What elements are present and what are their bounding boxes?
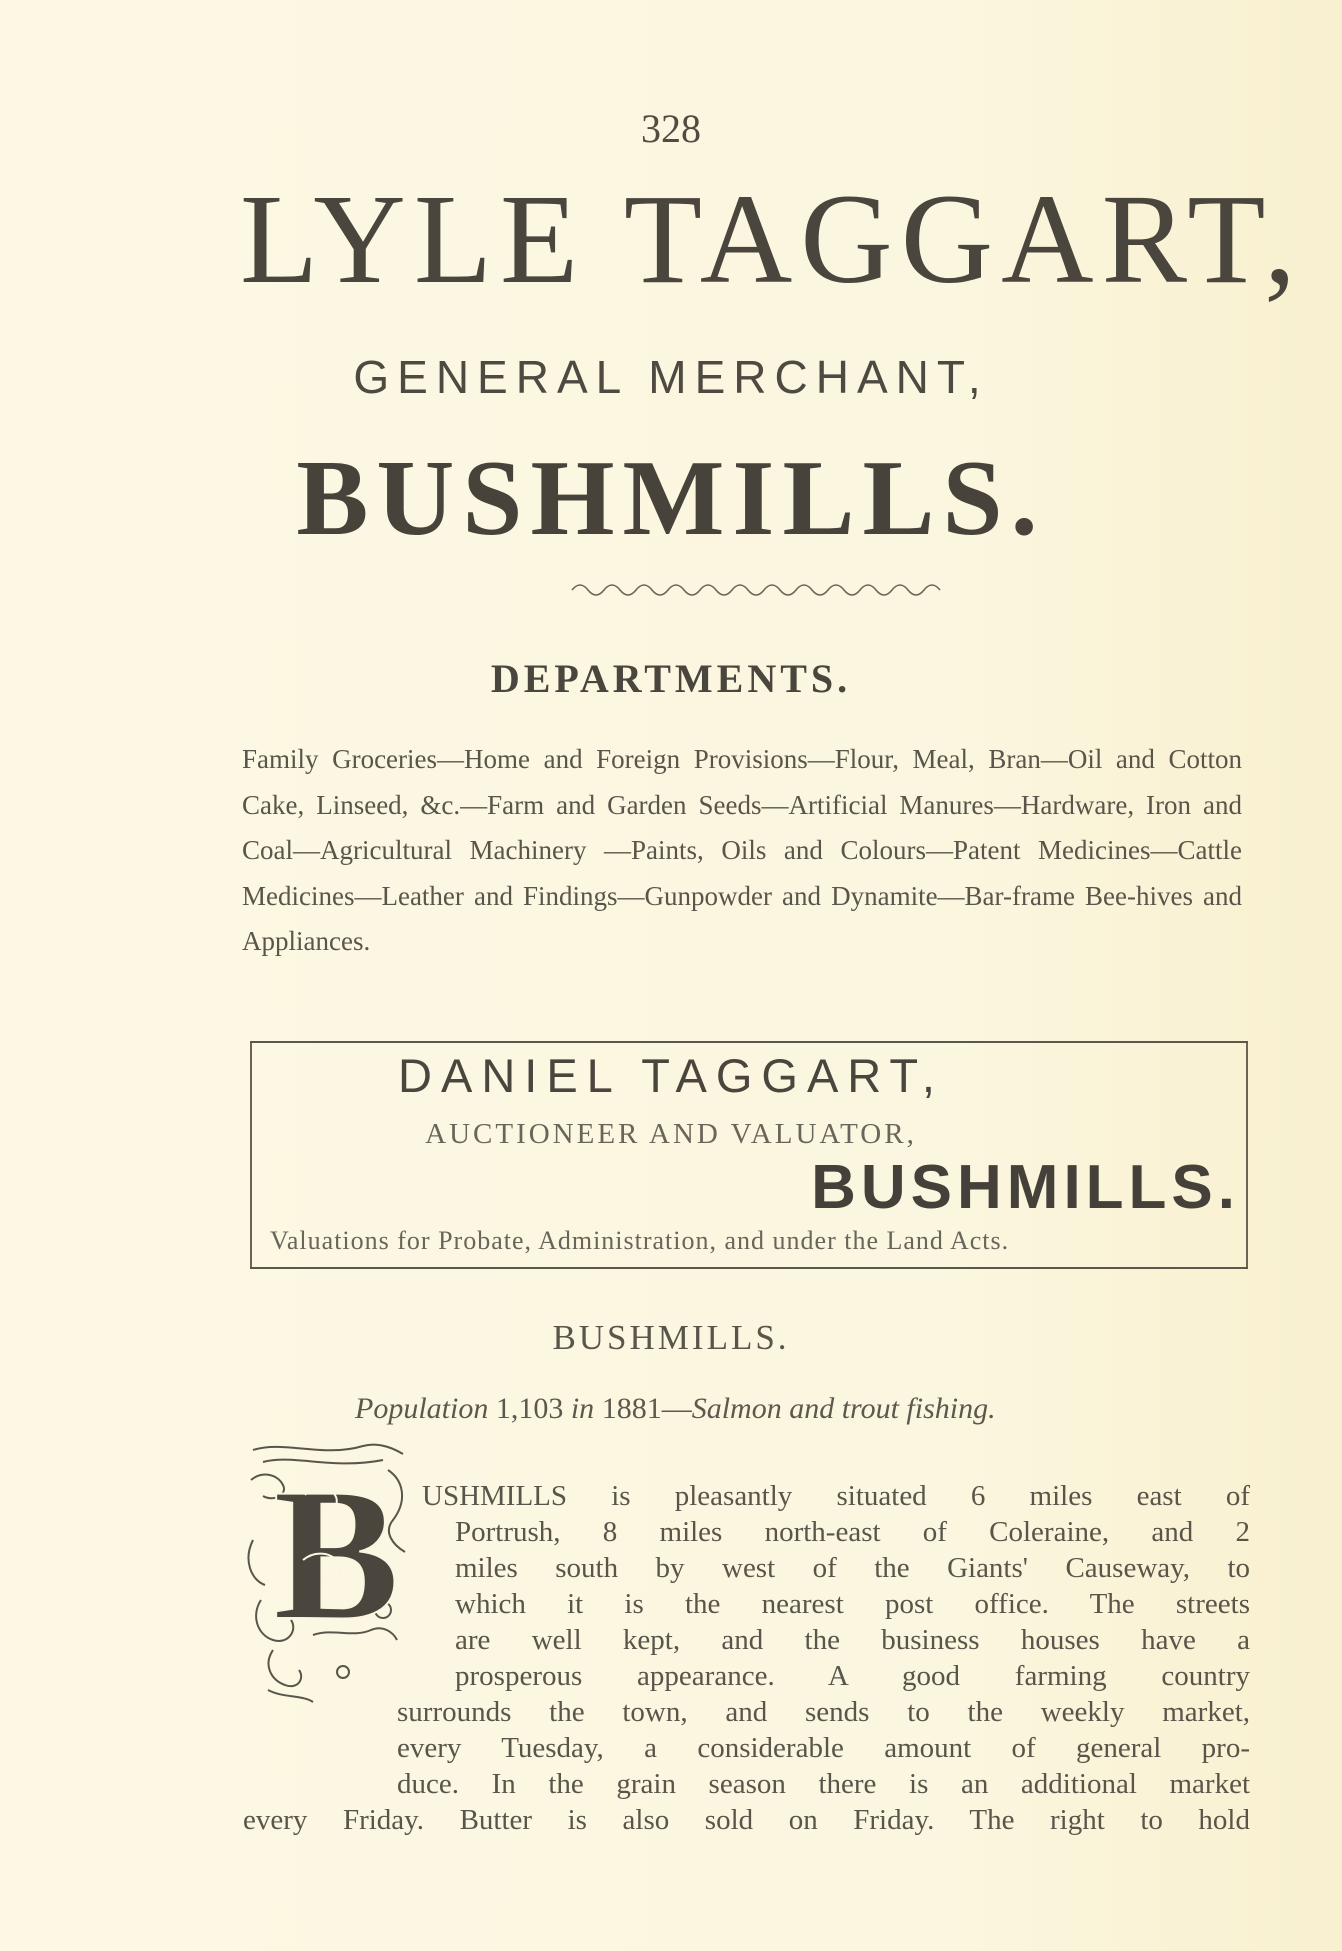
departments-heading: DEPARTMENTS. [490, 656, 852, 701]
body-line-1: USHMILLS is pleasantly situated 6 miles east of [422, 1480, 1250, 1512]
daniel-bushmills-town: BUSHMILLS. [811, 1153, 1240, 1222]
population-year: 1881 [601, 1392, 662, 1425]
body-line-9: duce. In the grain season there is an additional market [397, 1768, 1250, 1800]
body-line-2: Portrush, 8 miles north-east of Coleraine, and 2 [455, 1516, 1250, 1548]
wavy-ornament-divider [570, 578, 950, 598]
general-merchant-subtitle: GENERAL MERCHANT, [353, 351, 989, 403]
body-line-3: miles south by west of the Giants' Causeway, to [455, 1552, 1250, 1584]
body-line-4: which it is the nearest post office. The streets [455, 1588, 1250, 1620]
population-line [355, 1392, 996, 1426]
population-in: in [570, 1392, 595, 1425]
population-note: Salmon and trout fishing. [691, 1392, 996, 1425]
daniel-taggart-name: DANIEL TAGGART, [398, 1049, 944, 1102]
page-number: 328 [641, 106, 701, 151]
bushmills-title: BUSHMILLS. [296, 439, 1046, 558]
population-dash: — [661, 1392, 692, 1425]
population-value: 1,103 [495, 1392, 564, 1425]
lyle-taggart-title: LYLE TAGGART, [240, 168, 1304, 310]
body-line-8: every Tuesday, a considerable amount of general pro- [397, 1732, 1250, 1764]
dropcap-letter: B [273, 1450, 400, 1660]
population-label: Population [355, 1392, 489, 1425]
body-line-6: prosperous appearance. A good farming country [455, 1660, 1250, 1692]
valuations-line: Valuations for Probate, Administration, and under the Land Acts. [270, 1226, 1010, 1255]
ornamental-dropcap-b [243, 1440, 423, 1705]
departments-list-text: Family Groceries—Home and Foreign Provisions—Flour, Meal, Bran—Oil and Cotton Cake, Linseed, &c.—Farm and Garden Seeds—Artificial Manures—Hardware, Iron and Coal—Agricultural Machinery —Paints, Oils and Colours—Patent Medicines—Cattle Medicines—Leather and Findings—Gunpowder and Dynamite—Bar-frame Bee-hives and Appliances. [242, 744, 1242, 956]
body-line-5: are well kept, and the business houses have a [455, 1624, 1250, 1656]
bushmills-section-heading: BUSHMILLS. [552, 1318, 790, 1357]
body-line-7: surrounds the town, and sends to the weekly market, [397, 1696, 1250, 1728]
bottom-rule [250, 1267, 1248, 1269]
auctioneer-valuator-role: AUCTIONEER AND VALUATOR, [425, 1118, 917, 1150]
body-line-10: every Friday. Butter is also sold on Friday. The right to hold [243, 1804, 1250, 1836]
